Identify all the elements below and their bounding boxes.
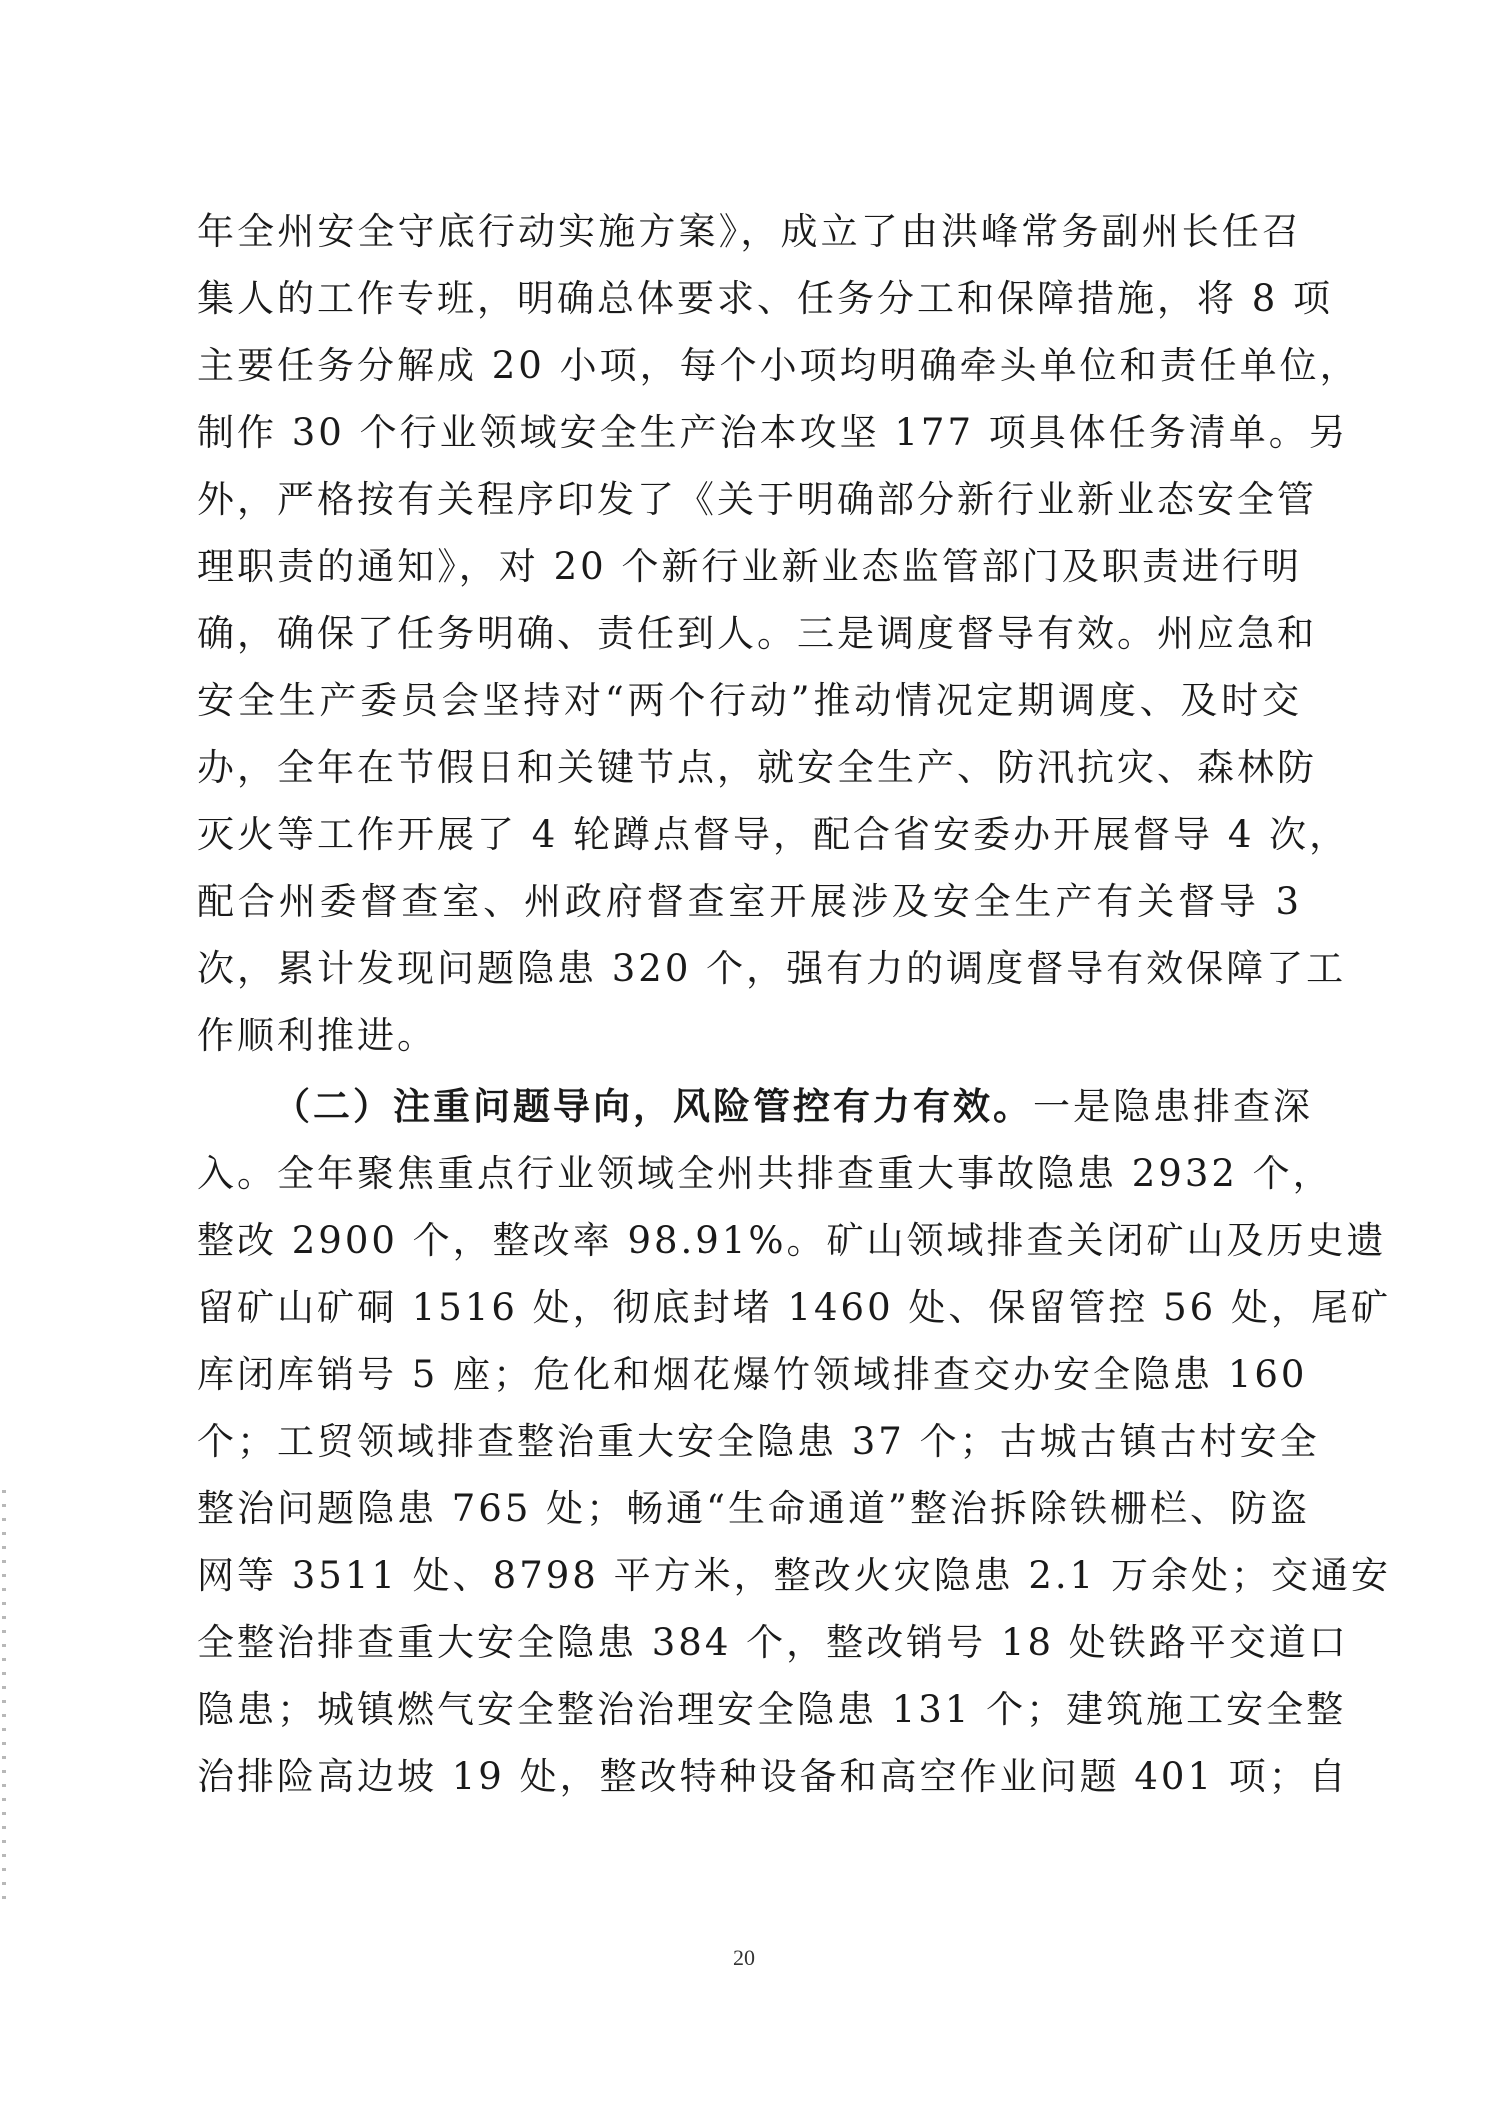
paragraph-2 xyxy=(197,1073,1391,1810)
text-line: 全整治排查重大安全隐患 384 个，整改销号 18 处铁路平交道口 xyxy=(197,1621,1349,1664)
paragraph-2-first-line xyxy=(197,1073,1313,1140)
text-line: 整治问题隐患 765 处；畅通“生命通道”整治拆除铁栅栏、防盗 xyxy=(197,1487,1310,1530)
text-line: 集人的工作专班，明确总体要求、任务分工和保障措施，将 8 项 xyxy=(197,277,1334,320)
binding-edge-marks xyxy=(2,1490,6,1910)
text-line: 留矿山矿硐 1516 处，彻底封堵 1460 处、保留管控 56 处，尾矿 xyxy=(197,1286,1391,1329)
text-line: 灭火等工作开展了 4 轮蹲点督导，配合省安委办开展督导 4 次， xyxy=(197,813,1350,856)
body-text xyxy=(197,198,1391,1810)
paragraph-1 xyxy=(197,198,1360,1069)
section-heading: （二）注重问题导向，风险管控有力有效。 xyxy=(273,1084,1033,1128)
heading-line-rest: 一是隐患排查深 xyxy=(1033,1085,1313,1128)
text-line: 制作 30 个行业领域安全生产治本攻坚 177 项具体任务清单。另 xyxy=(197,411,1349,454)
text-line: 库闭库销号 5 座；危化和烟花爆竹领域排查交办安全隐患 160 xyxy=(197,1353,1308,1396)
page-number: 20 xyxy=(733,1945,755,1970)
text-line: 作顺利推进。 xyxy=(197,1014,437,1057)
text-line: 整改 2900 个，整改率 98.91%。矿山领域排查关闭矿山及历史遗 xyxy=(197,1219,1387,1262)
text-line: 治排险高边坡 19 处，整改特种设备和高空作业问题 401 项；自 xyxy=(197,1755,1349,1798)
text-line: 确，确保了任务明确、责任到人。三是调度督导有效。州应急和 xyxy=(197,612,1317,655)
text-line: 年全州安全守底行动实施方案》，成立了由洪峰常务副州长任召 xyxy=(197,210,1302,253)
text-line: 办，全年在节假日和关键节点，就安全生产、防汛抗灾、森林防 xyxy=(197,746,1317,789)
text-line: 安全生产委员会坚持对“两个行动”推动情况定期调度、及时交 xyxy=(197,679,1302,722)
text-line: 配合州委督查室、州政府督查室开展涉及安全生产有关督导 3 xyxy=(197,880,1302,923)
text-line: 入。全年聚焦重点行业领域全州共排查重大事故隐患 2932 个， xyxy=(197,1152,1333,1195)
text-line: 外，严格按有关程序印发了《关于明确部分新行业新业态安全管 xyxy=(197,478,1317,521)
text-line: 理职责的通知》，对 20 个新行业新业态监管部门及职责进行明 xyxy=(197,545,1302,588)
text-line: 次，累计发现问题隐患 320 个，强有力的调度督导有效保障了工 xyxy=(197,947,1347,990)
text-line: 网等 3511 处、8798 平方米，整改火灾隐患 2.1 万余处；交通安 xyxy=(197,1554,1391,1597)
text-line: 个；工贸领域排查整治重大安全隐患 37 个；古城古镇古村安全 xyxy=(197,1420,1320,1463)
text-line: 隐患；城镇燃气安全整治治理安全隐患 131 个；建筑施工安全整 xyxy=(197,1688,1347,1731)
text-line: 主要任务分解成 20 小项，每个小项均明确牵头单位和责任单位， xyxy=(197,344,1360,387)
